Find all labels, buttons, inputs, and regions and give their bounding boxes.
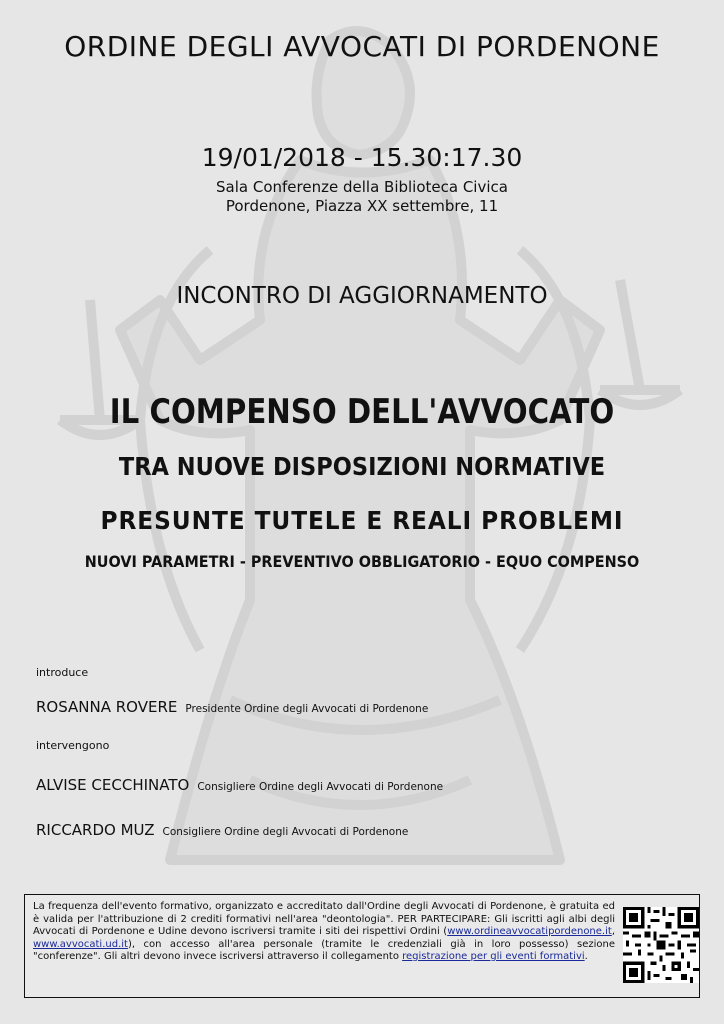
panelist-role: Consigliere Ordine degli Avvocati di Pordenone: [197, 781, 444, 793]
venue-line-1: Sala Conferenze della Biblioteca Civica: [216, 178, 508, 196]
presenter-name: ROSANNA ROVERE: [36, 698, 178, 716]
subtitle-line-3: PRESUNTE TUTELE E REALI PROBLEMI: [100, 506, 624, 535]
meeting-type: INCONTRO DI AGGIORNAMENTO: [176, 283, 548, 309]
venue-line-2: Pordenone, Piazza XX settembre, 11: [225, 197, 499, 215]
panelist: [36, 820, 408, 839]
notice-text-part-1: La frequenza dell'evento formativo, organizzato e accreditato dall'Ordine degli Avvocati di Pordenone, è gratuita ed è valida per l'attribuzione di 2 crediti formativi nell'area "deontologia". PER PARTECIPARE: Gli iscritti agli albi degli Avvocati di Pordenone e Udine devono iscriversi tramite i siti dei rispettivi Ordini (: [33, 901, 615, 937]
presenter-role: Presidente Ordine degli Avvocati di Pordenone: [185, 703, 429, 715]
panelist: [36, 775, 443, 794]
panelist-name: ALVISE CECCHINATO: [36, 776, 190, 794]
link-avvocati-udine[interactable]: www.avvocati.ud.it: [33, 938, 128, 950]
registration-notice: [24, 894, 700, 998]
link-ordine-pordenone[interactable]: www.ordineavvocatipordenone.it: [447, 926, 612, 937]
main-title: IL COMPENSO DELL'AVVOCATO: [109, 392, 615, 432]
panel-label: intervengono: [36, 739, 110, 752]
event-datetime: 19/01/2018 - 15.30:17.30: [201, 143, 523, 172]
event-venue: [0, 178, 724, 216]
subtitle-line-4: NUOVI PARAMETRI - PREVENTIVO OBBLIGATORIO - EQUO COMPENSO: [84, 552, 640, 571]
subtitle-line-2: TRA NUOVE DISPOSIZIONI NORMATIVE: [118, 452, 606, 481]
notice-text: [33, 901, 615, 964]
notice-text-part-2: ), con accesso all'area personale (tramite le credenziali già in loro possesso) sezione "conferenze". Gli altri devono invece iscriversi attraverso il collegamento: [33, 938, 615, 962]
organization-title: ORDINE DEGLI AVVOCATI DI PORDENONE: [64, 30, 660, 63]
notice-text-part-3: .: [584, 951, 588, 962]
intro-label: introduce: [36, 666, 89, 679]
panelist-role: Consigliere Ordine degli Avvocati di Pordenone: [162, 826, 409, 838]
notice-separator: ,: [611, 926, 615, 937]
panelist-name: RICCARDO MUZ: [36, 821, 155, 839]
qr-code-icon[interactable]: [623, 907, 699, 983]
presenter: [36, 697, 428, 716]
link-registrazione[interactable]: registrazione per gli eventi formativi: [402, 951, 585, 962]
